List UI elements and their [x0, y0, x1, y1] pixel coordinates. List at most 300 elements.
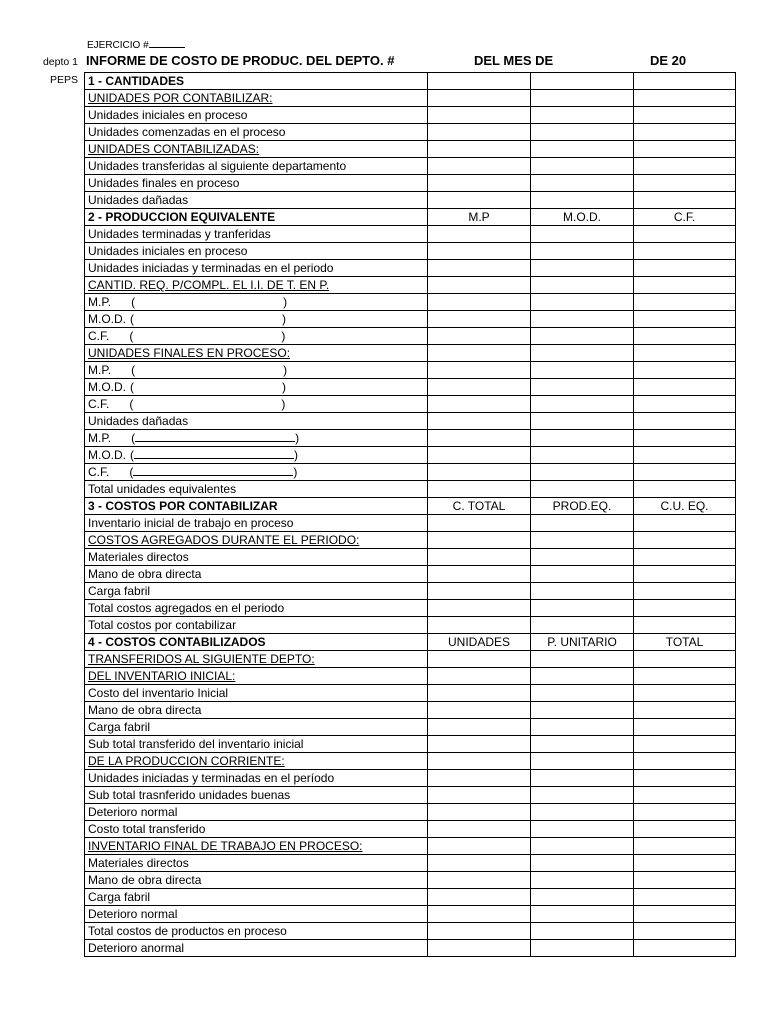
row-label: [85, 226, 428, 243]
entry-cell[interactable]: [531, 804, 634, 821]
section-title: 1 - CANTIDADES: [85, 73, 428, 90]
entry-cell[interactable]: [428, 940, 531, 957]
entry-cell[interactable]: [428, 787, 531, 804]
row-label: [85, 787, 428, 804]
row-label-text: UNIDADES FINALES EN PROCESO:: [88, 346, 291, 360]
entry-cell[interactable]: [531, 736, 634, 753]
row-label: [85, 362, 428, 379]
row-label-text: Mano de obra directa: [88, 567, 202, 581]
row-label: [85, 719, 428, 736]
row-label-text: C.F.: [88, 465, 110, 479]
entry-cell[interactable]: [634, 923, 736, 940]
row-label: [85, 940, 428, 957]
row-unidades-iniciadas-y-terminadas-en-el-periodo: [85, 260, 736, 277]
entry-cell[interactable]: [634, 413, 736, 430]
row-label: [85, 90, 428, 107]
row-unidades-por-contabilizar: [85, 90, 736, 107]
entry-cell[interactable]: [531, 328, 634, 345]
entry-cell[interactable]: [428, 906, 531, 923]
entry-cell[interactable]: [531, 515, 634, 532]
row-label: [85, 617, 428, 634]
row-label: [85, 906, 428, 923]
entry-cell[interactable]: [428, 651, 531, 668]
entry-cell[interactable]: [634, 464, 736, 481]
row-m-p: [85, 362, 736, 379]
entry-cell[interactable]: [531, 277, 634, 294]
entry-cell[interactable]: [634, 872, 736, 889]
row-costo-total-transferido: [85, 821, 736, 838]
row-de-la-produccion-corriente: [85, 753, 736, 770]
entry-cell[interactable]: [531, 362, 634, 379]
row-materiales-directos: [85, 549, 736, 566]
row-label-text: COSTOS AGREGADOS DURANTE EL PERIODO:: [88, 533, 360, 547]
row-mano-de-obra-directa: [85, 872, 736, 889]
entry-cell[interactable]: [531, 787, 634, 804]
entry-cell[interactable]: [634, 124, 736, 141]
row-total-costos-por-contabilizar: [85, 617, 736, 634]
entry-cell[interactable]: [428, 736, 531, 753]
section-title: 2 - PRODUCCION EQUIVALENTE: [85, 209, 428, 226]
column-header: C. TOTAL: [428, 498, 531, 515]
row-label: [85, 311, 428, 328]
entry-cell[interactable]: [531, 821, 634, 838]
entry-cell[interactable]: [531, 294, 634, 311]
percent-blank[interactable]: ( ): [130, 380, 286, 394]
entry-cell[interactable]: [428, 481, 531, 498]
entry-cell[interactable]: [634, 141, 736, 158]
row-label-text: C.F.: [88, 397, 110, 411]
entry-cell[interactable]: [428, 719, 531, 736]
section-header-2: [85, 209, 736, 226]
exercise-number-blank[interactable]: [149, 38, 185, 48]
column-header: P. UNITARIO: [531, 634, 634, 651]
entry-cell[interactable]: [428, 226, 531, 243]
entry-cell[interactable]: [634, 328, 736, 345]
entry-cell[interactable]: [531, 175, 634, 192]
column-header: UNIDADES: [428, 634, 531, 651]
entry-cell[interactable]: [428, 464, 531, 481]
entry-cell[interactable]: [531, 481, 634, 498]
entry-cell[interactable]: [428, 175, 531, 192]
row-label-text: TRANSFERIDOS AL SIGUIENTE DEPTO:: [88, 652, 315, 666]
entry-cell[interactable]: [428, 753, 531, 770]
entry-cell[interactable]: [428, 124, 531, 141]
row-label-text: DEL INVENTARIO INICIAL:: [88, 669, 236, 683]
row-m-p: [85, 294, 736, 311]
row-label-text: Total costos por contabilizar: [88, 618, 237, 632]
entry-cell[interactable]: [531, 855, 634, 872]
department-note: depto 1: [42, 56, 78, 68]
row-mano-de-obra-directa: [85, 702, 736, 719]
entry-cell[interactable]: [531, 447, 634, 464]
row-carga-fabril: [85, 889, 736, 906]
entry-cell[interactable]: [634, 226, 736, 243]
row-unidades-iniciadas-y-terminadas-en-el-periodo: [85, 770, 736, 787]
row-c-f: [85, 396, 736, 413]
month-label: DEL MES DE: [474, 53, 554, 68]
entry-cell[interactable]: [428, 838, 531, 855]
entry-cell[interactable]: [634, 566, 736, 583]
entry-cell[interactable]: [531, 158, 634, 175]
entry-cell[interactable]: [634, 889, 736, 906]
entry-cell[interactable]: [531, 906, 634, 923]
entry-cell[interactable]: [428, 668, 531, 685]
entry-cell[interactable]: [428, 413, 531, 430]
entry-cell[interactable]: [531, 600, 634, 617]
entry-cell[interactable]: [428, 362, 531, 379]
column-header: [531, 73, 634, 90]
row-unidades-danadas: [85, 413, 736, 430]
row-sub-total-trasnferido-unidades-buenas: [85, 787, 736, 804]
entry-cell[interactable]: [531, 226, 634, 243]
row-mano-de-obra-directa: [85, 566, 736, 583]
row-unidades-transferidas-al-siguiente-departamento: [85, 158, 736, 175]
entry-cell[interactable]: [428, 311, 531, 328]
entry-cell[interactable]: [428, 872, 531, 889]
row-unidades-iniciales-en-proceso: [85, 243, 736, 260]
entry-cell[interactable]: [531, 889, 634, 906]
row-label: [85, 464, 428, 481]
row-label: [85, 532, 428, 549]
entry-cell[interactable]: [531, 770, 634, 787]
percent-blank[interactable]: ( ): [129, 465, 298, 479]
entry-cell[interactable]: [531, 549, 634, 566]
entry-cell[interactable]: [634, 107, 736, 124]
row-label-text: Costo del inventario Inicial: [88, 686, 229, 700]
row-label: [85, 175, 428, 192]
row-total-costos-agregados-en-el-periodo: [85, 600, 736, 617]
entry-cell[interactable]: [531, 753, 634, 770]
entry-cell[interactable]: [428, 804, 531, 821]
entry-cell[interactable]: [634, 821, 736, 838]
entry-cell[interactable]: [428, 770, 531, 787]
entry-cell[interactable]: [531, 430, 634, 447]
section-header-1: [85, 73, 736, 90]
entry-cell[interactable]: [634, 549, 736, 566]
row-c-f: [85, 464, 736, 481]
row-label-text: CANTID. REQ. P/COMPL. EL I.I. DE T. EN P.: [88, 278, 330, 292]
entry-cell[interactable]: [428, 583, 531, 600]
section-title: 3 - COSTOS POR CONTABILIZAR: [85, 498, 428, 515]
entry-cell[interactable]: [634, 430, 736, 447]
row-label-text: Total costos agregados en el periodo: [88, 601, 285, 615]
entry-cell[interactable]: [634, 668, 736, 685]
entry-cell[interactable]: [428, 532, 531, 549]
row-label-text: Unidades dañadas: [88, 414, 189, 428]
entry-cell[interactable]: [531, 464, 634, 481]
row-label: [85, 821, 428, 838]
entry-cell[interactable]: [428, 685, 531, 702]
row-label: [85, 413, 428, 430]
entry-cell[interactable]: [634, 719, 736, 736]
row-label-text: Deterioro anormal: [88, 941, 185, 955]
entry-cell[interactable]: [428, 328, 531, 345]
row-label-text: Unidades iniciadas y terminadas en el período: [88, 771, 335, 785]
entry-cell[interactable]: [428, 345, 531, 362]
entry-cell[interactable]: [531, 124, 634, 141]
entry-cell[interactable]: [531, 838, 634, 855]
entry-cell[interactable]: [531, 719, 634, 736]
entry-cell[interactable]: [634, 192, 736, 209]
row-label-text: Materiales directos: [88, 550, 189, 564]
row-label-text: UNIDADES CONTABILIZADAS:: [88, 142, 260, 156]
row-label: [85, 141, 428, 158]
row-label-text: Unidades comenzadas en el proceso: [88, 125, 286, 139]
entry-cell[interactable]: [428, 617, 531, 634]
row-label: [85, 685, 428, 702]
row-label: [85, 447, 428, 464]
entry-cell[interactable]: [634, 685, 736, 702]
entry-cell[interactable]: [531, 260, 634, 277]
row-label: [85, 294, 428, 311]
entry-cell[interactable]: [531, 141, 634, 158]
row-m-o-d: [85, 379, 736, 396]
row-deterioro-anormal: [85, 940, 736, 957]
row-label-text: Materiales directos: [88, 856, 189, 870]
row-label: [85, 855, 428, 872]
row-label-text: Mano de obra directa: [88, 873, 202, 887]
entry-cell[interactable]: [531, 617, 634, 634]
percent-blank[interactable]: ( ): [131, 431, 300, 445]
entry-cell[interactable]: [634, 379, 736, 396]
entry-cell[interactable]: [531, 583, 634, 600]
entry-cell[interactable]: [634, 243, 736, 260]
entry-cell[interactable]: [634, 838, 736, 855]
row-inventario-final-de-trabajo-en-proceso: [85, 838, 736, 855]
entry-cell[interactable]: [428, 277, 531, 294]
column-header: M.O.D.: [531, 209, 634, 226]
column-header: [428, 73, 531, 90]
percent-blank[interactable]: ( ): [129, 329, 286, 343]
entry-cell[interactable]: [428, 855, 531, 872]
entry-cell[interactable]: [531, 940, 634, 957]
entry-cell[interactable]: [634, 447, 736, 464]
row-label: [85, 277, 428, 294]
entry-cell[interactable]: [428, 430, 531, 447]
percent-blank[interactable]: ( ): [129, 397, 286, 411]
entry-cell[interactable]: [634, 770, 736, 787]
entry-cell[interactable]: [531, 90, 634, 107]
row-label: [85, 600, 428, 617]
row-label: [85, 243, 428, 260]
row-label-text: M.O.D.: [88, 380, 126, 394]
row-label: [85, 668, 428, 685]
row-label: [85, 566, 428, 583]
entry-cell[interactable]: [428, 515, 531, 532]
row-label-text: M.O.D.: [88, 448, 126, 462]
row-carga-fabril: [85, 719, 736, 736]
row-label: [85, 549, 428, 566]
row-label: [85, 260, 428, 277]
entry-cell[interactable]: [428, 600, 531, 617]
entry-cell[interactable]: [428, 260, 531, 277]
entry-cell[interactable]: [428, 107, 531, 124]
entry-cell[interactable]: [428, 702, 531, 719]
row-label-text: Costo total transferido: [88, 822, 206, 836]
column-header: M.P: [428, 209, 531, 226]
entry-cell[interactable]: [634, 855, 736, 872]
row-label-text: M.P.: [88, 431, 112, 445]
entry-cell[interactable]: [428, 566, 531, 583]
entry-cell[interactable]: [634, 787, 736, 804]
row-label: [85, 770, 428, 787]
row-unidades-iniciales-en-proceso: [85, 107, 736, 124]
row-m-o-d: [85, 311, 736, 328]
entry-cell[interactable]: [531, 396, 634, 413]
entry-cell[interactable]: [531, 651, 634, 668]
entry-cell[interactable]: [634, 906, 736, 923]
entry-cell[interactable]: [428, 923, 531, 940]
entry-cell[interactable]: [428, 192, 531, 209]
entry-cell[interactable]: [634, 736, 736, 753]
row-unidades-comenzadas-en-el-proceso: [85, 124, 736, 141]
entry-cell[interactable]: [428, 447, 531, 464]
entry-cell[interactable]: [634, 277, 736, 294]
report-title: INFORME DE COSTO DE PRODUC. DEL DEPTO. #: [86, 53, 395, 68]
entry-cell[interactable]: [428, 821, 531, 838]
entry-cell[interactable]: [634, 940, 736, 957]
row-deterioro-normal: [85, 906, 736, 923]
entry-cell[interactable]: [531, 311, 634, 328]
entry-cell[interactable]: [634, 702, 736, 719]
entry-cell[interactable]: [634, 158, 736, 175]
row-label-text: UNIDADES POR CONTABILIZAR:: [88, 91, 273, 105]
entry-cell[interactable]: [634, 651, 736, 668]
row-inventario-inicial-de-trabajo-en-proceso: [85, 515, 736, 532]
entry-cell[interactable]: [634, 294, 736, 311]
entry-cell[interactable]: [634, 481, 736, 498]
row-unidades-finales-en-proceso: [85, 175, 736, 192]
row-label: [85, 158, 428, 175]
row-m-p: [85, 430, 736, 447]
entry-cell[interactable]: [634, 515, 736, 532]
row-label-text: DE LA PRODUCCION CORRIENTE:: [88, 754, 285, 768]
row-cantid-req-p-compl-el-i-i-de-t-en-p: [85, 277, 736, 294]
row-label-text: Sub total transferido del inventario inicial: [88, 737, 304, 751]
row-label-text: Unidades dañadas: [88, 193, 189, 207]
row-label: [85, 872, 428, 889]
row-label: [85, 379, 428, 396]
section-header-3: [85, 498, 736, 515]
percent-blank[interactable]: ( ): [131, 295, 288, 309]
percent-blank[interactable]: ( ): [130, 312, 286, 326]
entry-cell[interactable]: [428, 141, 531, 158]
entry-cell[interactable]: [634, 311, 736, 328]
row-total-costos-de-productos-en-proceso: [85, 923, 736, 940]
entry-cell[interactable]: [428, 396, 531, 413]
row-m-o-d: [85, 447, 736, 464]
row-label: [85, 736, 428, 753]
entry-cell[interactable]: [634, 345, 736, 362]
entry-cell[interactable]: [428, 158, 531, 175]
row-label-text: Mano de obra directa: [88, 703, 202, 717]
entry-cell[interactable]: [531, 566, 634, 583]
row-c-f: [85, 328, 736, 345]
entry-cell[interactable]: [634, 753, 736, 770]
entry-cell[interactable]: [531, 685, 634, 702]
row-unidades-finales-en-proceso: [85, 345, 736, 362]
entry-cell[interactable]: [634, 396, 736, 413]
row-unidades-terminadas-y-tranferidas: [85, 226, 736, 243]
percent-blank[interactable]: ( ): [131, 363, 288, 377]
row-label-text: Carga fabril: [88, 584, 151, 598]
entry-cell[interactable]: [634, 362, 736, 379]
entry-cell[interactable]: [531, 413, 634, 430]
entry-cell[interactable]: [531, 243, 634, 260]
row-unidades-contabilizadas: [85, 141, 736, 158]
row-label-text: Total costos de productos en proceso: [88, 924, 287, 938]
column-header: C.U. EQ.: [634, 498, 736, 515]
year-label: DE 20: [650, 53, 687, 68]
entry-cell[interactable]: [531, 192, 634, 209]
entry-cell[interactable]: [428, 379, 531, 396]
entry-cell[interactable]: [634, 600, 736, 617]
entry-cell[interactable]: [634, 260, 736, 277]
column-header: TOTAL: [634, 634, 736, 651]
section-title: 4 - COSTOS CONTABILIZADOS: [85, 634, 428, 651]
entry-cell[interactable]: [531, 107, 634, 124]
row-label: [85, 328, 428, 345]
entry-cell[interactable]: [531, 872, 634, 889]
entry-cell[interactable]: [531, 923, 634, 940]
entry-cell[interactable]: [634, 532, 736, 549]
row-label: [85, 396, 428, 413]
entry-cell[interactable]: [634, 804, 736, 821]
row-label: [85, 124, 428, 141]
entry-cell[interactable]: [634, 583, 736, 600]
row-deterioro-normal: [85, 804, 736, 821]
row-label: [85, 107, 428, 124]
entry-cell[interactable]: [428, 889, 531, 906]
row-label: [85, 804, 428, 821]
entry-cell[interactable]: [428, 90, 531, 107]
row-label-text: Unidades terminadas y tranferidas: [88, 227, 271, 241]
entry-cell[interactable]: [531, 379, 634, 396]
entry-cell[interactable]: [428, 243, 531, 260]
row-costo-del-inventario-inicial: [85, 685, 736, 702]
row-label: [85, 515, 428, 532]
column-header: C.F.: [634, 209, 736, 226]
row-label: [85, 345, 428, 362]
entry-cell[interactable]: [634, 617, 736, 634]
row-label: [85, 481, 428, 498]
row-transferidos-al-siguiente-depto: [85, 651, 736, 668]
row-label: [85, 889, 428, 906]
row-label-text: Carga fabril: [88, 890, 151, 904]
row-label-text: Sub total trasnferido unidades buenas: [88, 788, 291, 802]
entry-cell[interactable]: [531, 532, 634, 549]
entry-cell[interactable]: [531, 668, 634, 685]
row-label-text: Unidades iniciales en proceso: [88, 244, 248, 258]
entry-cell[interactable]: [634, 90, 736, 107]
row-label: [85, 583, 428, 600]
row-label-text: Unidades iniciadas y terminadas en el periodo: [88, 261, 334, 275]
row-sub-total-transferido-del-inventario-inicial: [85, 736, 736, 753]
entry-cell[interactable]: [634, 175, 736, 192]
entry-cell[interactable]: [531, 345, 634, 362]
row-costos-agregados-durante-el-periodo: [85, 532, 736, 549]
row-label-text: Deterioro normal: [88, 805, 178, 819]
row-label: [85, 838, 428, 855]
row-label-text: Carga fabril: [88, 720, 151, 734]
row-label-text: Unidades finales en proceso: [88, 176, 240, 190]
section-header-4: [85, 634, 736, 651]
percent-blank[interactable]: ( ): [130, 448, 298, 462]
entry-cell[interactable]: [531, 702, 634, 719]
entry-cell[interactable]: [428, 294, 531, 311]
exercise-number-field: [87, 38, 185, 52]
entry-cell[interactable]: [428, 549, 531, 566]
